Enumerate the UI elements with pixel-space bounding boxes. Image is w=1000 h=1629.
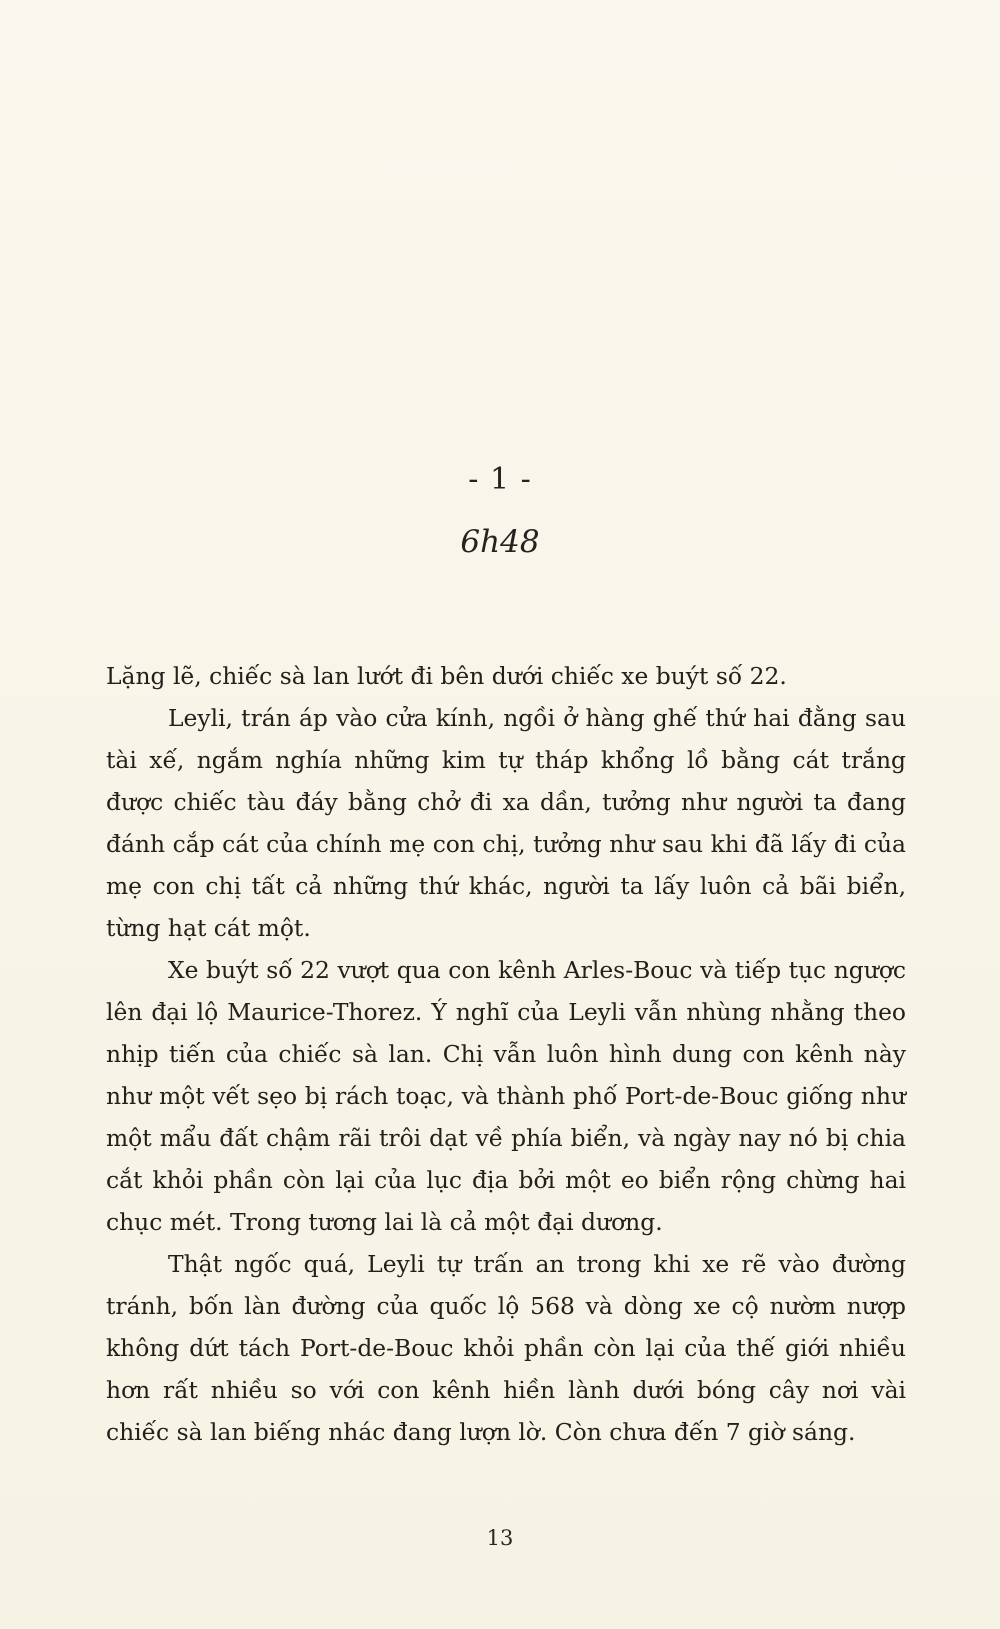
- paragraph: Leyli, trán áp vào cửa kính, ngồi ở hàng ghế thứ hai đằng sau tài xế, ngắm nghía những kim tự tháp khổng lồ bằng cát trắng được chiếc tàu đáy bằng chở đi xa dần, tưởng như người ta đang đánh cắp cát của chính mẹ con chị, tưởng như sau khi đã lấy đi của mẹ con chị tất cả những thứ khác, người ta lấy luôn cả bãi biển, từng hạt cát một.: [106, 704, 906, 942]
- paragraph: Thật ngốc quá, Leyli tự trấn an trong khi xe rẽ vào đường tránh, bốn làn đường của quốc lộ 568 và dòng xe cộ nườm nượp không dứt tách Port-de-Bouc khỏi phần còn lại của thế giới nhiều hơn rất nhiều so với con kênh hiền lành dưới bóng cây nơi vài chiếc sà lan biếng nhác đang lượn lờ. Còn chưa đến 7 giờ sáng.: [106, 1250, 906, 1446]
- chapter-title: 6h48: [460, 524, 540, 560]
- paragraph: Lặng lẽ, chiếc sà lan lướt đi bên dưới chiếc xe buýt số 22.: [106, 662, 787, 690]
- paragraph: Xe buýt số 22 vượt qua con kênh Arles-Bouc và tiếp tục ngược lên đại lộ Maurice-Thorez. Ý nghĩ của Leyli vẫn nhùng nhằng theo nhịp tiến của chiếc sà lan. Chị vẫn luôn hình dung con kênh này như một vết sẹo bị rách toạc, và thành phố Port-de-Bouc giống như một mẩu đất chậm rãi trôi dạt về phía biển, và ngày nay nó bị chia cắt khỏi phần còn lại của lục địa bởi một eo biển rộng chừng hai chục mét. Trong tương lai là cả một đại dương.: [106, 956, 906, 1236]
- chapter-number: - 1 -: [468, 462, 532, 497]
- page-number: 13: [486, 1526, 514, 1550]
- body-text: [106, 655, 906, 1453]
